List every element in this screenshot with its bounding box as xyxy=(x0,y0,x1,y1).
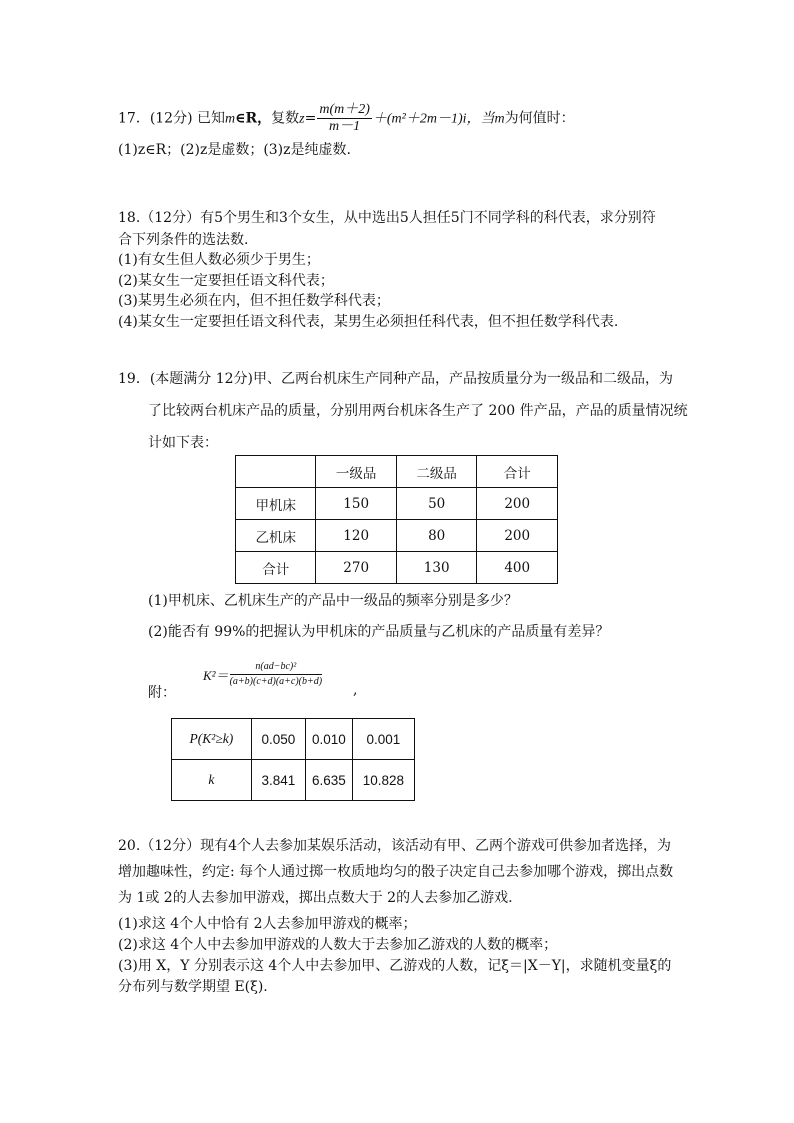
table-cell: 200 xyxy=(477,488,558,520)
q17-in-R: ∈R， xyxy=(235,110,272,127)
q20-item-2: (2)求这 4个人中去参加甲游戏的人数大于去参加乙游戏的人数的概率； xyxy=(118,937,558,953)
q20-line-last: 分布列与数学期望 E(ξ). xyxy=(118,979,268,995)
table-cell: 乙机床 xyxy=(236,520,316,552)
table-row xyxy=(236,456,558,488)
table-row xyxy=(236,520,558,552)
table-cell: 120 xyxy=(316,520,397,552)
table-cell: 0.001 xyxy=(352,719,414,760)
k2-formula-comma: , xyxy=(353,682,358,698)
q17-equals: = xyxy=(304,110,317,127)
q18-item-2: (2)某女生一定要担任语文科代表； xyxy=(118,273,334,289)
q17-complex-label: 复数 xyxy=(271,110,300,127)
table-cell: k xyxy=(172,760,252,801)
q17-var-m: m xyxy=(225,111,236,127)
q19-line2: 了比较两台机床产品的质量，分别用两台机床各生产了 200 件产品，产品的质量情况统 xyxy=(148,403,688,419)
q20-line2: 增加趣味性，约定: 每个人通过掷一枚质地均匀的骰子决定自己去参加哪个游戏，掷出点数 xyxy=(118,864,674,880)
q17-ask: 为何值时： xyxy=(504,110,575,127)
k2-formula-fraction xyxy=(230,660,323,689)
q19-sub2: (2)能否有 99%的把握认为甲机床的产品质量与乙机床的产品质量有差异？ xyxy=(148,624,610,640)
q18-line1: 18.（12分）有5个男生和3个女生，从中选出5人担任5门不同学科的科代表，求分别符 xyxy=(118,210,656,226)
table-row xyxy=(236,552,558,584)
table-header-cell: 一级品 xyxy=(316,456,397,488)
critical-value-table xyxy=(171,718,415,801)
q17-tail: ＋(m²＋2m－1)i，当 xyxy=(372,111,495,127)
table-cell: 0.050 xyxy=(251,719,305,760)
q20-item-3: (3)用 X，Y 分别表示这 4个人中去参加甲、乙游戏的人数，记ξ＝|X－Y|，求随机变量ξ的 xyxy=(118,958,672,974)
k2-formula xyxy=(203,660,323,689)
table-cell: 400 xyxy=(477,552,558,584)
quality-table xyxy=(235,455,558,584)
table-cell: 10.828 xyxy=(352,760,414,801)
q20-line1: 20.（12分）现有4个人去参加某娱乐活动，该活动有甲、乙两个游戏可供参加者选择，为 xyxy=(118,838,671,854)
table-header-cell: 合计 xyxy=(477,456,558,488)
table-row xyxy=(172,760,415,801)
table-cell: 130 xyxy=(396,552,477,584)
q17-var-z: z xyxy=(299,111,305,127)
k2-formula-numerator: n(ad−bc)² xyxy=(230,660,323,675)
table-cell: P(K²≥k) xyxy=(172,719,252,760)
table-cell: 50 xyxy=(396,488,477,520)
table-cell: 0.010 xyxy=(306,719,353,760)
table-row xyxy=(172,719,415,760)
table-cell: 合计 xyxy=(236,552,316,584)
q17-fraction xyxy=(317,102,372,135)
q19-sub1: (1)甲机床、乙机床生产的产品中一级品的频率分别是多少？ xyxy=(148,593,518,609)
q19-line3: 计如下表： xyxy=(148,435,218,451)
table-header-cell: 二级品 xyxy=(396,456,477,488)
q20-item-1: (1)求这 4个人中恰有 2人去参加甲游戏的概率； xyxy=(118,916,417,932)
k2-formula-lhs: K²＝ xyxy=(203,668,229,683)
appendix-label: 附： xyxy=(148,685,176,701)
q19-line1: 19．(本题满分 12分)甲、乙两台机床生产同种产品，产品按质量分为一级品和二级品，为 xyxy=(118,371,674,387)
q18-item-1: (1)有女生但人数必须少于男生； xyxy=(118,252,320,268)
q18-item-3: (3)某男生必须在内，但不担任数学科代表； xyxy=(118,293,390,309)
q17-frac-denominator: m－1 xyxy=(329,119,361,134)
table-cell: 150 xyxy=(316,488,397,520)
table-cell: 6.635 xyxy=(306,760,353,801)
q18-item-4: (4)某女生一定要担任语文科代表，某男生必须担任科代表，但不担任数学科代表. xyxy=(118,314,619,330)
k2-formula-denominator: (a+b)(c+d)(a+c)(b+d) xyxy=(229,676,323,687)
table-cell: 3.841 xyxy=(251,760,305,801)
q17-frac-numerator: m(m＋2) xyxy=(319,102,370,117)
q17-line1 xyxy=(118,102,575,135)
q18-line2: 合下列条件的选法数. xyxy=(118,232,249,248)
q17-prefix: 17．(12分) 已知 xyxy=(118,110,226,127)
table-cell: 80 xyxy=(396,520,477,552)
table-cell: 甲机床 xyxy=(236,488,316,520)
q20-line3: 为 1或 2的人去参加甲游戏，掷出点数大于 2的人去参加乙游戏. xyxy=(118,890,513,906)
table-row xyxy=(236,488,558,520)
table-header-cell xyxy=(236,456,316,488)
q17-line2: (1)z∈R；(2)z是虚数；(3)z是纯虚数. xyxy=(118,142,351,158)
table-cell: 270 xyxy=(316,552,397,584)
table-cell: 200 xyxy=(477,520,558,552)
q17-var-m2: m xyxy=(494,111,505,127)
